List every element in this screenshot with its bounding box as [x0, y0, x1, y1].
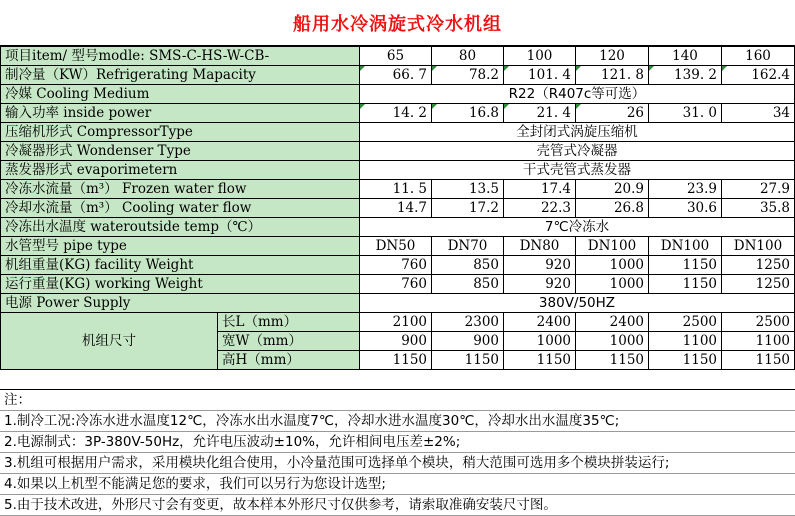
value-cell: 21. 4	[504, 104, 576, 123]
value-cell: 17.4	[504, 180, 576, 199]
sheet-title: 船用水冷涡旋式冷水机组	[0, 0, 795, 46]
dimension-value: 1000	[576, 332, 649, 351]
dimension-value: 1150	[504, 351, 576, 370]
dimension-value: 2300	[432, 313, 504, 332]
table-row	[1, 313, 795, 332]
note-line: 4.如果以上机型不能满足您的要求，我们可以另行为您设计选型;	[0, 474, 795, 495]
value-cell: 35.8	[722, 199, 795, 218]
value-cell: DN100	[722, 237, 795, 256]
dimension-label: 长L（mm）	[218, 313, 360, 332]
value-cell: 14. 2	[360, 104, 432, 123]
spec-table	[0, 46, 795, 370]
spanned-value: 全封闭式涡旋压缩机	[360, 123, 795, 142]
value-cell: 16.8	[432, 104, 504, 123]
dimension-value: 900	[360, 332, 432, 351]
row-label: 冷却水流量（m³） Cooling water flow	[1, 199, 360, 218]
value-cell: 139. 2	[649, 66, 722, 85]
value-cell: DN80	[504, 237, 576, 256]
row-label: 蒸发器形式 evaporimetern	[1, 161, 360, 180]
table-row	[1, 104, 795, 123]
value-cell: 34	[722, 104, 795, 123]
row-label: 输入功率 inside power	[1, 104, 360, 123]
table-row	[1, 275, 795, 294]
value-cell: 78.2	[432, 66, 504, 85]
model-cell: 65	[360, 47, 432, 66]
dimension-value: 1150	[649, 351, 722, 370]
value-cell: 27.9	[722, 180, 795, 199]
dimensions-label: 机组尺寸	[1, 313, 218, 370]
row-label: 冷冻出水温度 wateroutside temp（℃）	[1, 218, 360, 237]
spanned-value: 壳管式冷凝器	[360, 142, 795, 161]
spanned-value: 7℃冷冻水	[360, 218, 795, 237]
row-label: 电源 Power Supply	[1, 294, 360, 313]
value-cell: 1150	[649, 256, 722, 275]
dimension-value: 1150	[360, 351, 432, 370]
value-cell: 23.9	[649, 180, 722, 199]
dimension-value: 1150	[576, 351, 649, 370]
table-row	[1, 199, 795, 218]
table-row	[1, 123, 795, 142]
value-cell: 850	[432, 256, 504, 275]
value-cell: 920	[504, 256, 576, 275]
dimension-value: 2100	[360, 313, 432, 332]
dimension-label: 宽W（mm）	[218, 332, 360, 351]
value-cell: 31. 0	[649, 104, 722, 123]
value-cell: 26	[576, 104, 649, 123]
dimension-value: 1100	[649, 332, 722, 351]
value-cell: DN50	[360, 237, 432, 256]
table-row	[1, 218, 795, 237]
table-row	[1, 66, 795, 85]
value-cell: 1000	[576, 275, 649, 294]
value-cell: 760	[360, 256, 432, 275]
note-line: 3.机组可根据用户需求，采用模块化组合使用，小冷量范围可选择单个模块，稍大范围可选用多个模块拼装运行;	[0, 453, 795, 474]
row-label: 压缩机形式 CompressorType	[1, 123, 360, 142]
model-cell: 160	[722, 47, 795, 66]
dimension-value: 2500	[649, 313, 722, 332]
model-cell: 140	[649, 47, 722, 66]
dimension-label: 高H（mm）	[218, 351, 360, 370]
notes-section	[0, 389, 795, 514]
value-cell: 14.7	[360, 199, 432, 218]
value-cell: 1250	[722, 256, 795, 275]
note-line: 5.由于技术改进，外形尺寸会有变更，故本样本外形尺寸仅供参考，请索取准确安装尺寸图。	[0, 495, 795, 516]
dimension-value: 2400	[504, 313, 576, 332]
value-cell: 11. 5	[360, 180, 432, 199]
model-cell: 80	[432, 47, 504, 66]
value-cell: 121. 8	[576, 66, 649, 85]
table-row	[1, 237, 795, 256]
row-label: 机组重量(KG) facility Weight	[1, 256, 360, 275]
table-row	[1, 142, 795, 161]
model-cell: 120	[576, 47, 649, 66]
table-row	[1, 85, 795, 104]
value-cell: 1250	[722, 275, 795, 294]
spanned-value: R22（R407c等可选）	[360, 85, 795, 104]
note-line: 2.电源制式：3P-380V-50Hz，允许电压波动±10%，允许相间电压差±2%;	[0, 432, 795, 453]
row-label: 水管型号 pipe type	[1, 237, 360, 256]
spanned-value: 380V/50HZ	[360, 294, 795, 313]
dimension-value: 2400	[576, 313, 649, 332]
table-row	[1, 47, 795, 66]
value-cell: 101. 4	[504, 66, 576, 85]
value-cell: DN70	[432, 237, 504, 256]
row-label: 制冷量（KW）Refrigerating Mapacity	[1, 66, 360, 85]
value-cell: 1000	[576, 256, 649, 275]
row-label: 运行重量(KG) working Weight	[1, 275, 360, 294]
value-cell: 17.2	[432, 199, 504, 218]
notes-heading: 注：	[0, 390, 795, 411]
value-cell: 850	[432, 275, 504, 294]
dimension-value: 2500	[722, 313, 795, 332]
value-cell: DN100	[649, 237, 722, 256]
value-cell: 20.9	[576, 180, 649, 199]
value-cell: 22.3	[504, 199, 576, 218]
table-row	[1, 256, 795, 275]
value-cell: 30.6	[649, 199, 722, 218]
dimension-value: 1150	[432, 351, 504, 370]
row-label: 冷冻水流量（m³） Frozen water flow	[1, 180, 360, 199]
note-line: 1.制冷工况:冷冻水进水温度12℃，冷冻水出水温度7℃，冷却水进水温度30℃，冷却水出水温度35℃;	[0, 411, 795, 432]
row-label: 冷媒 Cooling Medium	[1, 85, 360, 104]
value-cell: 1150	[649, 275, 722, 294]
dimension-value: 900	[432, 332, 504, 351]
value-cell: 66. 7	[360, 66, 432, 85]
model-cell: 100	[504, 47, 576, 66]
dimension-value: 1000	[504, 332, 576, 351]
row-label: 冷凝器形式 Wondenser Type	[1, 142, 360, 161]
value-cell: 920	[504, 275, 576, 294]
dimension-value: 1150	[722, 351, 795, 370]
value-cell: 760	[360, 275, 432, 294]
table-row	[1, 180, 795, 199]
value-cell: DN100	[576, 237, 649, 256]
value-cell: 26.8	[576, 199, 649, 218]
value-cell: 162.4	[722, 66, 795, 85]
spanned-value: 干式壳管式蒸发器	[360, 161, 795, 180]
value-cell: 13.5	[432, 180, 504, 199]
header-label: 项目item/ 型号modle: SMS-C-HS-W-CB-	[1, 47, 360, 66]
dimension-value: 1100	[722, 332, 795, 351]
table-row	[1, 294, 795, 313]
table-row	[1, 161, 795, 180]
